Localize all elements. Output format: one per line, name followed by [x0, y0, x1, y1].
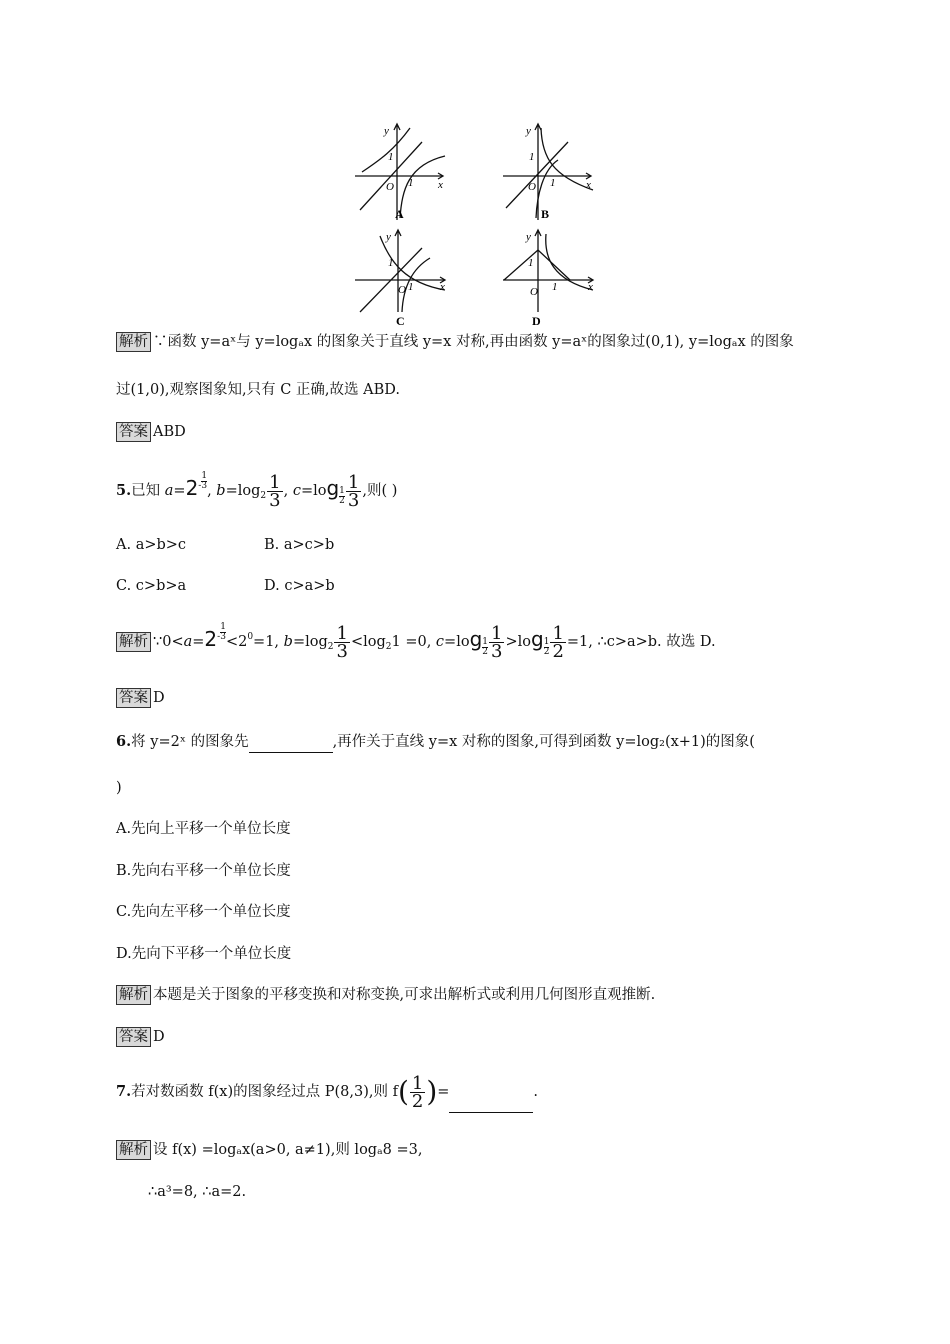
svg-text:x: x [588, 281, 593, 293]
svg-text:1: 1 [552, 281, 558, 293]
q6-option-d[interactable]: D.先向下平移一个单位长度 [116, 946, 292, 962]
q7-stem: 7.若对数函数 f(x)的图象经过点 P(8,3),则 f( $\frac{1}{2}$ )= . [116, 1072, 539, 1112]
q7-analysis-line2: ∴a³=8, ∴a=2. [148, 1184, 247, 1200]
q6-analysis: 解析 本题是关于图象的平移变换和对称变换,可求出解析式或利用几何图形直观推断. [116, 985, 655, 1005]
svg-text:1: 1 [529, 151, 535, 163]
q5-analysis: 解析 $\because 0<a=2^{- \frac{1}{3}}<2^0=1$, $b=\log_2$ $\frac{1}{3}$ $<\log_21 =0$, c=log $\frac{1}{2}$ $\frac{1}{3}$ >log $\frac{1}{2}$ $\frac{1}{2}$ =1, ∴c>a>b. 故选 D. [116, 617, 716, 667]
svg-text:y: y [384, 125, 389, 137]
svg-text:O: O [398, 284, 406, 296]
svg-text:A: A [395, 207, 404, 221]
analysis-tag: 解析 [116, 1140, 151, 1160]
svg-text:1: 1 [388, 151, 394, 163]
q4-answer: 答案 ABD [116, 422, 186, 442]
svg-text:y: y [526, 125, 531, 137]
svg-text:O: O [528, 181, 536, 193]
q6-stem-close: ) [116, 780, 122, 796]
svg-text:1: 1 [528, 257, 534, 269]
analysis-tag: 解析 [116, 985, 151, 1005]
analysis-tag: 解析 [116, 632, 151, 652]
svg-text:x: x [440, 281, 445, 293]
q6-option-a[interactable]: A.先向上平移一个单位长度 [116, 821, 291, 837]
q4-analysis-line1: 解析 ∵函数 y=aˣ与 y=logₐx 的图象关于直线 y=x 对称,再由函数 y=aˣ的图象过(0,1), y=logₐx 的图象 [116, 332, 794, 352]
svg-text:B: B [541, 207, 550, 221]
svg-text:O: O [530, 286, 538, 298]
svg-text:C: C [396, 314, 405, 328]
q7-blank[interactable] [449, 1072, 533, 1113]
q5-answer: 答案 D [116, 688, 165, 708]
answer-tag: 答案 [116, 422, 151, 442]
q6-answer: 答案 D [116, 1027, 165, 1047]
svg-text:1: 1 [408, 177, 414, 189]
graph-panel-b [498, 120, 598, 225]
q6-stem: 6.将 y=2ˣ 的图象先 ,再作关于直线 y=x 对称的图象,可得到函数 y=log₂(x+1)的图象( [116, 732, 755, 753]
svg-text:1: 1 [388, 257, 394, 269]
q5-option-b[interactable]: B. a>c>b [264, 537, 335, 553]
q6-option-c[interactable]: C.先向左平移一个单位长度 [116, 904, 291, 920]
q5-option-c[interactable]: C. c>b>a [116, 578, 187, 594]
answer-tag: 答案 [116, 688, 151, 708]
svg-text:1: 1 [550, 177, 556, 189]
svg-text:y: y [526, 231, 531, 243]
svg-text:x: x [438, 179, 443, 191]
q5-stem: 5.已知 $a=2^{- \frac{1}{3}}$, $b=\log_2$ $\frac{1}{3}$ , c=log $\frac{1}{2}$ $\frac{1}{3}$ ,则( ) [116, 471, 398, 511]
q5-option-a[interactable]: A. a>b>c [116, 537, 187, 553]
svg-text:O: O [386, 181, 394, 193]
svg-text:1: 1 [408, 281, 414, 293]
q4-analysis-line2: 过(1,0),观察图象知,只有 C 正确,故选 ABD. [116, 382, 400, 398]
analysis-tag: 解析 [116, 332, 151, 352]
q6-option-b[interactable]: B.先向右平移一个单位长度 [116, 863, 291, 879]
svg-text:x: x [586, 179, 591, 191]
svg-text:D: D [532, 314, 541, 328]
graph-panel-a [350, 120, 450, 225]
svg-text:y: y [386, 231, 391, 243]
q6-blank[interactable] [249, 732, 333, 753]
answer-tag: 答案 [116, 1027, 151, 1047]
graph-panel-d [498, 228, 598, 328]
graph-panel-c [350, 228, 450, 328]
q7-analysis-line1: 解析 设 f(x) =logₐx(a>0, a≠1),则 logₐ8 =3, [116, 1140, 423, 1160]
q5-option-d[interactable]: D. c>a>b [264, 578, 335, 594]
